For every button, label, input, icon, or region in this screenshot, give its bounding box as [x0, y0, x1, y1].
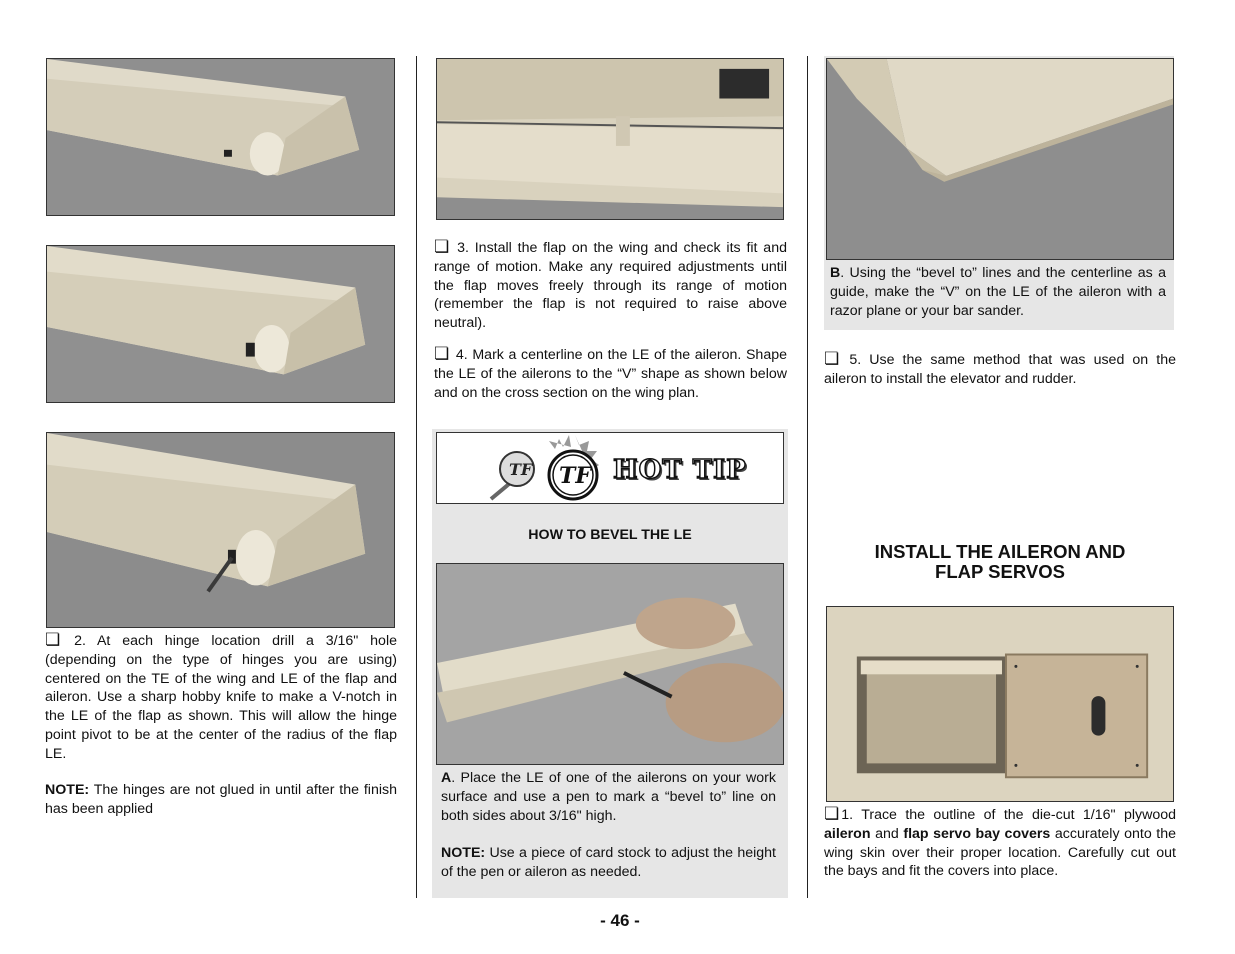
note-label: NOTE: [45, 782, 90, 798]
photo-flap-end-2 [46, 245, 395, 403]
hot-tip-banner [436, 432, 784, 504]
step-4-text [434, 346, 787, 402]
step-3-text [434, 239, 787, 333]
step-1-body-a: 1. Trace the outline of the die-cut 1/16" plywood [841, 807, 1176, 823]
photo-flap-end-3 [46, 432, 395, 628]
tip-note [441, 844, 776, 882]
step-a-text [441, 769, 776, 825]
column-divider-right [807, 56, 808, 898]
step-b-text [830, 264, 1166, 320]
hot-tip-label: HOT TIP [613, 455, 747, 485]
tip-note-body: Use a piece of card stock to adjust the height of the pen or aileron as needed. [441, 845, 776, 880]
checkbox-icon[interactable]: ❏ [434, 237, 450, 256]
step-a-label: A [441, 770, 452, 786]
photo-flap-on-wing [436, 58, 784, 220]
section-heading-line-1: INSTALL THE AILERON AND [874, 541, 1126, 562]
svg-text:TF: TF [509, 460, 533, 479]
photo-servo-bays [826, 606, 1174, 802]
step-1-bold-covers: flap servo bay covers [903, 825, 1051, 842]
tip-title: HOW TO BEVEL THE LE [528, 527, 692, 543]
step-b-label: B [830, 265, 841, 281]
step-3-body: 3. Install the flap on the wing and check its fit and range of motion. Make any required adjustments until the flap moves freely through its range of motion (remember the flap is not required to raise above neutral). [434, 240, 787, 332]
step-b-body: . Using the “bevel to” lines and the centerline as a guide, make the “V” on the LE of the aileron with a razor plane or your bar sander. [830, 265, 1166, 319]
step-1-body-c: accurately onto the wing skin over their proper location. Carefully cut out the bays and fit the covers into place. [824, 825, 1176, 880]
photo-beveled-aileron [826, 58, 1174, 260]
step-2-body: 2. At each hinge location drill a 3/16" hole (depending on the type of hinges you are using) centered on the TE of the wing and LE of the flap and aileron. Use a sharp hobby knife to make a V-notch in the LE of the flap as shown. This will allow the hinge point pivot to be at the center of the radius of the flap LE. [45, 633, 397, 762]
step-4-body: 4. Mark a centerline on the LE of the aileron. Shape the LE of the ailerons to the “V” shape as shown below and on the cross section on the wing plan. [434, 347, 787, 401]
svg-text:TF: TF [559, 463, 591, 489]
page-number: - 46 - [600, 911, 640, 930]
column-divider-left [416, 56, 417, 898]
checkbox-icon[interactable]: ❏ [434, 344, 450, 363]
checkbox-icon[interactable]: ❏ [824, 349, 840, 368]
step-1-body-b: and [870, 825, 904, 842]
section-heading-line-2: FLAP SERVOS [935, 561, 1065, 582]
step-5-text [824, 351, 1176, 389]
checkbox-icon[interactable]: ❏ [824, 804, 840, 823]
step-a-body: . Place the LE of one of the ailerons on your work surface and use a pen to mark a “bevel to” line on both sides about 3/16" high. [441, 770, 776, 824]
step-5-body: 5. Use the same method that was used on the aileron to install the elevator and rudder. [824, 352, 1176, 387]
step-2-text [45, 632, 397, 764]
photo-marking-bevel [436, 563, 784, 765]
photo-flap-end-1 [46, 58, 395, 216]
left-note [45, 781, 397, 819]
tip-note-label: NOTE: [441, 845, 486, 861]
step-1-text [824, 806, 1176, 881]
checkbox-icon[interactable]: ❏ [45, 630, 61, 649]
note-body: The hinges are not glued in until after the finish has been applied [45, 782, 397, 817]
step-1-bold-aileron: aileron [824, 825, 871, 842]
section-heading [824, 542, 1176, 582]
